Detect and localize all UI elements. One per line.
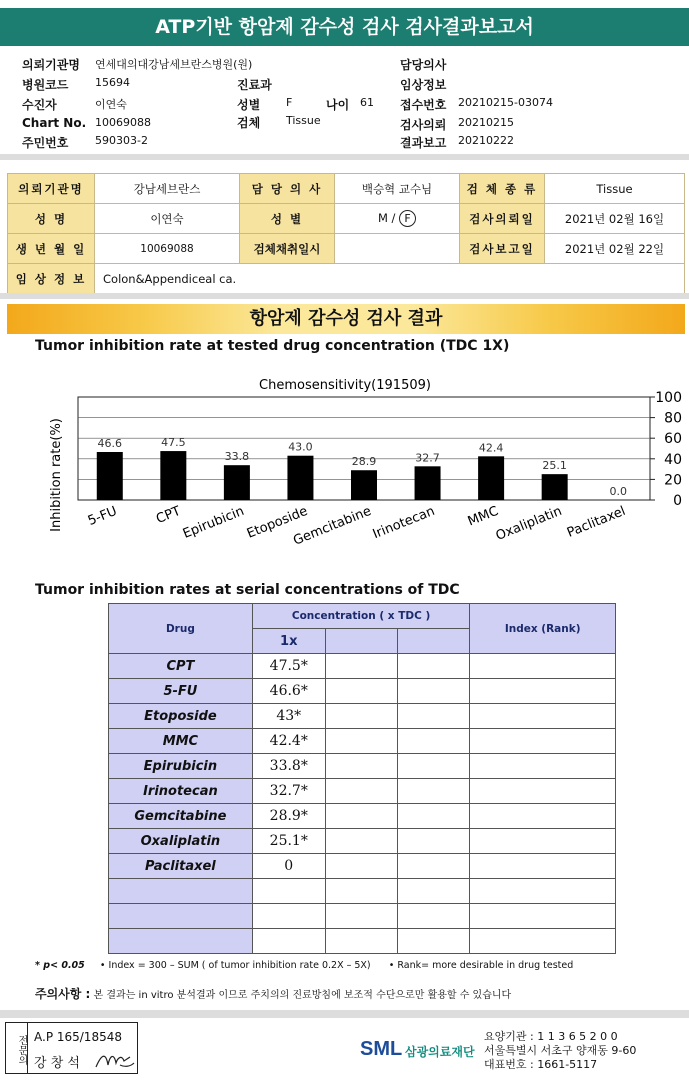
caution — [35, 985, 511, 1002]
chart-category-label: Epirubicin — [180, 503, 247, 542]
report-header — [0, 50, 689, 150]
chart-data-label: 0.0 — [609, 485, 627, 498]
info-value — [335, 234, 460, 264]
info-value: 이연숙 — [95, 204, 240, 234]
receipt-value: 20210215-03074 — [458, 96, 553, 109]
specimen-label: 검체 — [237, 116, 261, 130]
empty-cell — [470, 929, 616, 954]
table-row — [109, 829, 616, 854]
info-key: 검사의뢰일 — [460, 204, 545, 234]
value-1x: 25.1* — [252, 829, 325, 854]
drug-name: Etoposide — [109, 704, 253, 729]
drug-name: Epirubicin — [109, 754, 253, 779]
chart-category-label: Oxaliplatin — [493, 503, 565, 544]
drug-name: MMC — [109, 729, 253, 754]
footnotes — [35, 960, 573, 971]
table-row — [109, 729, 616, 754]
table-row — [109, 654, 616, 679]
chart-ylabel: Inhibition rate(%) — [49, 418, 64, 532]
request-label: 검사의뢰 — [400, 118, 447, 132]
institution-value: 연세대의대강남세브란스병원(원) — [95, 58, 253, 71]
chart-data-label: 47.5 — [161, 436, 186, 450]
drug-header: Drug — [109, 604, 253, 654]
sex-label: 성별 — [237, 98, 261, 112]
caution-text: 본 결과는 in vitro 분석결과 이므로 주치의의 진료방침에 보조적 수단으로만 활용할 수 있습니다 — [93, 990, 512, 1001]
age-value: 61 — [360, 96, 374, 109]
info-key: 검사보고일 — [460, 234, 545, 264]
table-row-empty — [109, 904, 616, 929]
empty-cell — [109, 879, 253, 904]
col-1x-header: 1x — [252, 629, 325, 654]
chart-no-value: 10069088 — [95, 116, 151, 129]
specimen-value: Tissue — [286, 114, 321, 127]
results-banner: 항암제 감수성 검사 결과 — [7, 304, 685, 334]
chart-data-label: 32.7 — [415, 451, 440, 465]
address-block — [484, 1030, 636, 1072]
info-value: 2021년 02월 22일 — [545, 234, 685, 264]
index-rank-cell — [470, 704, 616, 729]
chart-bar — [160, 451, 186, 500]
col-blank-header — [397, 629, 470, 654]
footnote-rank: • Rank= more desirable in drug tested — [388, 960, 574, 971]
index-rank-cell — [470, 829, 616, 854]
hospital-code-label: 병원코드 — [22, 78, 69, 92]
empty-cell — [325, 829, 397, 854]
empty-cell — [109, 929, 253, 954]
empty-cell — [397, 804, 470, 829]
signature-box — [5, 1022, 138, 1074]
value-1x: 28.9* — [252, 804, 325, 829]
empty-cell — [397, 829, 470, 854]
index-rank-cell — [470, 654, 616, 679]
request-value: 20210215 — [458, 116, 514, 129]
resident-no-value: 590303-2 — [95, 134, 148, 147]
address-line: 서울특별시 서초구 양재동 9-60 — [484, 1044, 637, 1057]
chart-category-label: MMC — [465, 503, 501, 530]
empty-cell — [325, 654, 397, 679]
index-rank-cell — [470, 754, 616, 779]
sml-org-name: 삼광의료재단 — [405, 1045, 475, 1059]
receipt-label: 접수번호 — [400, 98, 447, 112]
table-row — [109, 804, 616, 829]
chart-bar — [415, 466, 441, 500]
sex-m: M / — [377, 211, 396, 225]
empty-cell — [325, 704, 397, 729]
sex-selector — [335, 204, 460, 234]
info-key: 생 년 월 일 — [8, 234, 95, 264]
value-1x: 46.6* — [252, 679, 325, 704]
value-1x: 47.5* — [252, 654, 325, 679]
table-row — [109, 754, 616, 779]
chart-data-label: 28.9 — [351, 455, 377, 469]
empty-cell — [325, 854, 397, 879]
index-rank-cell — [470, 679, 616, 704]
info-value: 10069088 — [95, 234, 240, 264]
chart-data-label: 33.8 — [224, 450, 250, 464]
value-1x: 33.8* — [252, 754, 325, 779]
info-key: 임 상 정 보 — [8, 264, 95, 294]
drug-name: Paclitaxel — [109, 854, 253, 879]
chart-y-tick-label: 60 — [664, 431, 682, 448]
empty-cell — [252, 904, 325, 929]
address-line: 대표번호 : 1661-5117 — [484, 1058, 598, 1071]
chart-y-tick-label: 40 — [664, 451, 682, 468]
chart-data-label: 25.1 — [542, 459, 567, 473]
chart-category-label: Gemcitabine — [291, 503, 374, 549]
empty-cell — [397, 679, 470, 704]
info-key: 성 명 — [8, 204, 95, 234]
section-title-serial: Tumor inhibition rates at serial concentrations of TDC — [35, 582, 460, 598]
chart-bar — [224, 465, 250, 500]
info-key: 의뢰기관명 — [8, 174, 95, 204]
drug-name: 5-FU — [109, 679, 253, 704]
caution-label: 주의사항 : — [35, 987, 91, 1001]
drug-name: Oxaliplatin — [109, 829, 253, 854]
drug-name: CPT — [109, 654, 253, 679]
chart-data-label: 43.0 — [288, 440, 313, 454]
drug-name: Gemcitabine — [109, 804, 253, 829]
empty-cell — [397, 854, 470, 879]
clinical-label: 임상정보 — [400, 78, 447, 92]
empty-cell — [252, 879, 325, 904]
chart-data-label: 42.4 — [478, 441, 504, 455]
age-label: 나이 — [326, 98, 350, 112]
value-1x: 43* — [252, 704, 325, 729]
sex-value: F — [286, 96, 293, 109]
empty-cell — [470, 879, 616, 904]
table-row — [109, 854, 616, 879]
empty-cell — [325, 804, 397, 829]
report-date-value: 20210222 — [458, 134, 514, 147]
chart-category-label: Etoposide — [244, 503, 310, 542]
index-rank-cell — [470, 804, 616, 829]
empty-cell — [325, 929, 397, 954]
chart-category-label: Irinotecan — [370, 503, 438, 543]
table-row — [109, 779, 616, 804]
sex-f-circled: F — [399, 210, 416, 227]
info-value: 2021년 02월 16일 — [545, 204, 685, 234]
footnote-index: • Index = 300 – SUM ( of tumor inhibition rate 0.2X – 5X) — [99, 960, 371, 971]
doctor-label: 담당의사 — [400, 58, 447, 72]
signature-ap: A.P 165/18548 — [34, 1030, 122, 1044]
chart-no-label: Chart No. — [22, 116, 87, 130]
table-row — [109, 679, 616, 704]
chart-bar — [478, 456, 504, 500]
chart-y-tick-label: 80 — [664, 410, 682, 427]
index-rank-cell — [470, 729, 616, 754]
empty-cell — [325, 729, 397, 754]
chart-data-label: 46.6 — [97, 437, 123, 451]
signature-name: 강 창 석 — [34, 1056, 80, 1071]
info-value: 백승혁 교수님 — [335, 174, 460, 204]
sml-logo-text: SML — [360, 1038, 403, 1060]
info-key: 검체채취일시 — [240, 234, 335, 264]
patient-value: 이연숙 — [95, 98, 127, 111]
chart-y-tick-label: 20 — [664, 472, 682, 489]
section-title-tdc: Tumor inhibition rate at tested drug concentration (TDC 1X) — [35, 338, 510, 354]
empty-cell — [397, 929, 470, 954]
empty-cell — [397, 879, 470, 904]
index-rank-cell — [470, 854, 616, 879]
info-value: Colon&Appendiceal ca. — [95, 264, 685, 294]
hospital-code-value: 15694 — [95, 76, 130, 89]
index-rank-cell — [470, 779, 616, 804]
empty-cell — [470, 904, 616, 929]
divider — [0, 293, 689, 299]
divider — [0, 1010, 689, 1018]
chart-title: Chemosensitivity(191509) — [259, 378, 431, 393]
signature-side-label: 전문의 — [6, 1023, 28, 1073]
empty-cell — [109, 904, 253, 929]
index-header: Index (Rank) — [470, 604, 616, 654]
empty-cell — [252, 929, 325, 954]
serial-results-table — [108, 603, 616, 954]
empty-cell — [397, 654, 470, 679]
empty-cell — [325, 779, 397, 804]
chart-category-label: Paclitaxel — [565, 503, 628, 541]
divider — [0, 154, 689, 160]
chart-bar — [287, 456, 313, 500]
info-value: Tissue — [545, 174, 685, 204]
resident-no-label: 주민번호 — [22, 136, 69, 150]
empty-cell — [325, 904, 397, 929]
chart-bar — [542, 474, 568, 500]
institution-label: 의뢰기관명 — [22, 58, 80, 72]
chart-bar — [97, 452, 123, 500]
chemosensitivity-chart — [0, 365, 689, 565]
value-1x: 0 — [252, 854, 325, 879]
chart-category-label: 5-FU — [85, 503, 120, 529]
empty-cell — [397, 729, 470, 754]
table-row-empty — [109, 879, 616, 904]
empty-cell — [397, 779, 470, 804]
chart-category-label: CPT — [154, 503, 183, 528]
info-key: 담 당 의 사 — [240, 174, 335, 204]
address-line: 요양기관 : 1 1 3 6 5 2 0 0 — [484, 1030, 618, 1043]
empty-cell — [325, 754, 397, 779]
info-key: 성 별 — [240, 204, 335, 234]
empty-cell — [397, 754, 470, 779]
empty-cell — [397, 904, 470, 929]
patient-info-table — [7, 173, 685, 294]
patient-label: 수진자 — [22, 98, 57, 112]
value-1x: 32.7* — [252, 779, 325, 804]
empty-cell — [325, 879, 397, 904]
report-title: ATP기반 항암제 감수성 검사 검사결과보고서 — [0, 8, 689, 46]
info-value: 강남세브란스 — [95, 174, 240, 204]
concentration-header: Concentration ( x TDC ) — [252, 604, 470, 629]
handwritten-signature — [94, 1049, 136, 1071]
col-blank-header — [325, 629, 397, 654]
chart-y-tick-label: 100 — [655, 390, 682, 406]
drug-name: Irinotecan — [109, 779, 253, 804]
value-1x: 42.4* — [252, 729, 325, 754]
empty-cell — [397, 704, 470, 729]
chart-bar — [351, 470, 377, 500]
table-row-empty — [109, 929, 616, 954]
footnote-p: * p< 0.05 — [35, 960, 85, 971]
empty-cell — [325, 679, 397, 704]
info-key: 검 체 종 류 — [460, 174, 545, 204]
table-row — [109, 704, 616, 729]
report-date-label: 결과보고 — [400, 136, 447, 150]
chart-y-tick-label: 0 — [673, 493, 682, 509]
dept-label: 진료과 — [237, 78, 272, 92]
